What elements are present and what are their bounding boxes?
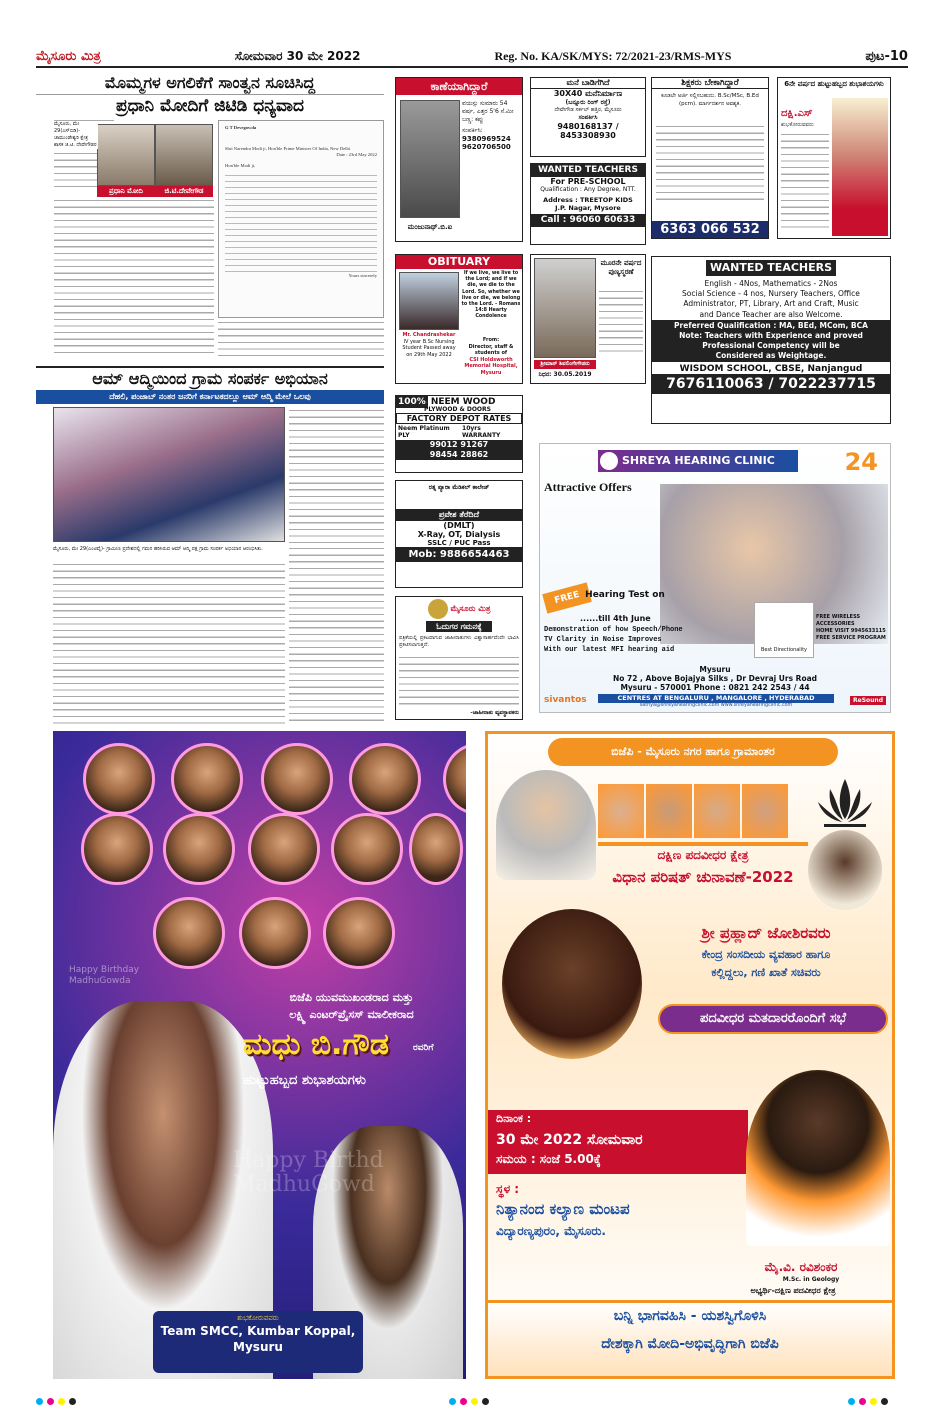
- leader-portrait-1: [598, 784, 644, 838]
- preschool-line1: For PRE-SCHOOL: [550, 177, 626, 186]
- paramedical-ad: [395, 480, 523, 588]
- obituary-verse: If we live, we live to the Lord; and if we die, we die to the Lord. So, whether we live or die, we belong to the Lord. - Romans 14:8 Hearty Condolence: [461, 271, 521, 320]
- bjp-qualification: M.Sc. in Geology: [782, 1276, 840, 1283]
- portrait-12: [239, 897, 311, 969]
- medical-eligibility: SSLC / PUC Pass: [427, 539, 491, 547]
- missing-phone-2: 9620706500: [462, 143, 511, 151]
- rent-size: 30X40 ಮನೆನಿರ್ಮಾಣ: [553, 89, 623, 98]
- wisdom-line2: Social Science - 4 nos, Nursery Teachers, Office: [682, 289, 860, 299]
- letter-greeting: Hon'ble Modi ji,: [225, 162, 256, 168]
- medical-mobile: Mob: 9886654463: [396, 547, 522, 562]
- bjp-bottom1: ಬನ್ನಿ ಭಾಗವಹಿಸಿ - ಯಶಸ್ವಿಗೊಳಿಸಿ: [613, 1308, 767, 1324]
- wisdom-school-ad: [651, 256, 891, 424]
- shreya-demo2: TV Clarity in Noise Improves: [544, 636, 662, 644]
- portrait-3: [261, 743, 333, 815]
- birthday-girl-ad: [777, 77, 891, 239]
- neemwood-ad: [395, 395, 523, 473]
- house-rent-ad: [530, 77, 646, 157]
- wisdom-line6: Note: Teachers with Experience and proved: [679, 330, 863, 340]
- bday-girl-title: 6ನೇ ವರ್ಷದ ಹುಟ್ಟುಹಬ್ಬದ ಶುಭಾಶಯಗಳು: [784, 80, 884, 88]
- aap-headline: ಆಮ್ ಆದ್ಮಿಯಿಂದ ಗ್ರಾಮ ಸಂಪರ್ಕ ಅಭಿಯಾನ: [92, 369, 328, 388]
- aap-text-right2: [289, 546, 384, 724]
- neemwood-factory: FACTORY DEPOT RATES: [396, 413, 522, 424]
- preschool-phone: Call : 96060 60633: [531, 214, 645, 227]
- pm-letter: [218, 120, 384, 318]
- bjp-candidate: ಮೈ.ವಿ. ರವಿಶಂಕರ: [764, 1260, 838, 1274]
- portrait-6: [81, 813, 153, 885]
- aap-text-left: [53, 562, 285, 724]
- obituary-from: Director, staff & students of: [468, 343, 514, 356]
- leader-portrait-5: [808, 830, 882, 910]
- bday-wish: ಹುಟ್ಟುಹಬ್ಬದ ಶುಭಾಶಯಗಳು: [243, 1073, 366, 1088]
- bjp-role1: ಕೇಂದ್ರ ಸಂಸದೀಯ ವ್ಯವಹಾರ ಹಾಗೂ: [701, 948, 831, 961]
- bjp-venue2: ವಿದ್ಯಾರಣ್ಯಪುರಂ, ಮೈಸೂರು.: [496, 1224, 606, 1238]
- neemwood-percent: 100%: [398, 397, 426, 407]
- preschool-line2: Qualification : Any Degree, NTT.: [540, 186, 636, 193]
- obituary-name: Mr. Chandrashekar: [402, 332, 456, 338]
- preschool-address1: Address : TREETOP KIDS: [543, 196, 633, 204]
- letter-from: G T Devegowda: [225, 125, 257, 130]
- shreya-demo1: Demonstration of how Speech/Phone: [544, 626, 683, 634]
- bday-line2: ಲಕ್ಷ್ಮಿ ಎಂಟರ್‌ಪ್ರೈಸಸ್ ಮಾಲೀಕರಾದ: [289, 1008, 414, 1021]
- aap-subhead: ದೆಹಲಿ, ಪಂಜಾಬ್ ನಂತರ ಜನರಿಗೆ ಕರ್ನಾಟಕದಲ್ಲೂ ಆಮ್ ಆದ್ಮಿ ಮೇಲೆ ಒಲವು: [36, 390, 384, 404]
- story-text-tail: [218, 320, 384, 360]
- shreya-offer: Attractive Offers: [544, 480, 632, 494]
- missing-details: ವಯಸ್ಸು ಸುಮಾರು 54 ವರ್ಷ, ಎತ್ತರ 5'6 ಸೆ.ಮೀ: [462, 100, 514, 115]
- neemwood-brand: Neem Platinum PLY: [398, 425, 450, 439]
- memorial-title: ಮೂರನೇ ವರ್ಷದ ಪುಣ್ಯಸ್ಮರಣೆ: [600, 259, 642, 276]
- aap-text-right: [289, 408, 384, 544]
- teachers-kn-body: ಕೂಡಲೇ ಅರ್ಜಿ ಸಲ್ಲಿಸಬಹುದು. B.Sc/MSc, B.Ed (pcm). ಮಾರ್ಗದರ್ಶನ ಅವಶ್ಯಕ.: [661, 93, 759, 107]
- shreya-phone: Mysuru - 570001 Phone : 0821 242 2543 / 44: [620, 683, 810, 692]
- story-text-body: [54, 198, 214, 358]
- portrait-4: [349, 743, 421, 815]
- wisdom-line4: and Dance Teacher are also Welcome.: [699, 309, 843, 319]
- readers-notice: [395, 596, 523, 720]
- readers-sign: -ಜಾಹೀರಾತು ವ್ಯವಸ್ಥಾಪಕರು: [470, 710, 519, 716]
- ear-icon: [600, 452, 618, 470]
- modi-portrait: [496, 770, 596, 880]
- bjp-top: ಬಿಜೆಪಿ - ಮೈಸೂರು ನಗರ ಹಾಗೂ ಗ್ರಾಮಾಂತರ: [548, 738, 838, 766]
- wisdom-line5: Preferred Qualification : MA, BEd, MCom, BCA: [674, 320, 868, 330]
- bday-name: ಮಧು ಬಿ.ಗೌಡ: [243, 1027, 389, 1062]
- neemwood-sub: PLYWOOD & DOORS: [424, 406, 491, 413]
- missing-color: ಬಣ್ಣ: ಕಪ್ಪು: [462, 116, 484, 123]
- missing-person-ad: [395, 77, 523, 242]
- color-registration-marks-left: [36, 1398, 76, 1405]
- teachers-kn-title: ಶಿಕ್ಷಕರು ಬೇಕಾಗಿದ್ದಾರೆ: [652, 78, 768, 89]
- memorial-name: ಶ್ರೀಮಾನ್ ಶಿವಲಿಂಗೇಗೌಡರು: [534, 360, 596, 369]
- wisdom-line7: Professional Competency will be: [702, 340, 840, 350]
- issue-date: ಸೋಮವಾರ 30 ಮೇ 2022: [234, 48, 361, 63]
- neemwood-warranty: 10yrs WARRANTY: [462, 425, 501, 439]
- story-headline-2: ಪ್ರಧಾನಿ ಮೋದಿಗೆ ಜಿಟಿಡಿ ಧನ್ಯವಾದ: [116, 96, 304, 116]
- page-number: ಪುಟ-10: [865, 48, 908, 64]
- shreya-demo3: With our latest MFI hearing aid: [544, 646, 675, 654]
- preschool-address2: J.P. Nagar, Mysore: [555, 204, 621, 212]
- leader-portrait-4: [742, 784, 788, 838]
- shreya-till: ......till 4th June: [580, 614, 651, 623]
- rent-location: ದೇವೇಗೌಡ ಸರ್ಕಲ್ ಹತ್ತಿರ, ಮೈಸೂರು: [554, 107, 622, 113]
- portrait-2: [171, 743, 243, 815]
- shreya-years: 24: [844, 448, 878, 476]
- portrait-13: [323, 897, 395, 969]
- letter-date: Date : 23rd May 2022: [336, 152, 377, 157]
- shreya-centres: CENTRES AT BENGALURU , MANGALORE , HYDERABAD: [598, 694, 834, 703]
- wisdom-school-name: WISDOM SCHOOL, CBSE, Nanjangud: [679, 363, 863, 374]
- medical-college: ರತ್ನ ಪ್ಯಾರಾ ಮೆಡಿಕಲ್ ಕಾಲೇಜ್: [428, 484, 490, 491]
- portrait-8: [248, 813, 320, 885]
- obituary-desc: IV year B.Sc Nursing Student Passed away on 29th May 2022: [402, 338, 456, 358]
- bday-team: Team SMCC, Kumbar Koppal,: [160, 1324, 356, 1338]
- missing-title: ಕಾಣೆಯಾಗಿದ್ದಾರೆ: [396, 78, 522, 95]
- candidate-photo: [746, 1070, 890, 1246]
- bday-line1: ಬಿಜೆಪಿ ಯುವಮುಖಂಡರಾದ ಮತ್ತು: [289, 991, 414, 1004]
- portrait-1: [83, 743, 155, 815]
- shreya-free-badge: FREE: [542, 582, 592, 613]
- rent-title: ಮನೆ ಬಾಡಿಗೆಗಿದೆ: [531, 78, 645, 89]
- newspaper-logo: ಮೈಸೂರು ಮಿತ್ರ: [36, 48, 101, 64]
- medical-courses: X-Ray, OT, Dialysis: [417, 530, 501, 539]
- readers-logo: ಮೈಸೂರು ಮಿತ್ರ: [450, 604, 491, 613]
- obituary-photo: [399, 272, 459, 330]
- bjp-role2: ಕಲ್ಲಿದ್ದಲು, ಗಣಿ ಖಾತೆ ಸಚಿವರು: [711, 966, 821, 979]
- shreya-feature3: FREE SERVICE PROGRAM: [816, 635, 886, 641]
- gtd-photo: [155, 124, 213, 186]
- bday-girl-photo: [832, 98, 888, 236]
- neemwood-title: NEEM WOOD: [430, 397, 496, 407]
- preschool-title: WANTED TEACHERS: [531, 164, 645, 177]
- memorial-date: ನಿಧನ: 30.05.2019: [538, 371, 592, 378]
- wisdom-line3: Administrator, PT, Library, Art and Craft, Music: [683, 299, 859, 309]
- wisdom-title: WANTED TEACHERS: [706, 260, 836, 276]
- minister-portrait: [502, 909, 642, 1059]
- bjp-date-label: ದಿನಾಂಕ :: [496, 1112, 532, 1125]
- aap-intro: ಮೈಸೂರು, ಮೇ 29(ಎಂಟಿವೈ)- ಗ್ರಾಮೀಣ ಪ್ರದೇಶದಲ್ಲಿ ಗಮನ ಹರಿಸಿರುವ ಆಮ್ ಆದ್ಮಿ ಪಕ್ಷ ಗ್ರಾಮ ಸಂಪರ್ಕ ಅಭಿಯಾನ ಆರಂಭಿಸಿತು.: [53, 546, 285, 553]
- obituary-title: OBITUARY: [396, 255, 522, 269]
- bjp-venue-label: ಸ್ಥಳ :: [496, 1182, 520, 1196]
- story-aap: [36, 366, 384, 390]
- rent-contact: ಸಂಪರ್ಕಿಸಿ: [578, 114, 598, 121]
- leader-portrait-3: [694, 784, 740, 838]
- shreya-resound: ReSound: [850, 696, 886, 705]
- shreya-brand: sivantos: [544, 695, 587, 705]
- masthead: [36, 46, 908, 68]
- wisdom-line1: English - 4Nos, Mathematics - 2Nos: [704, 279, 838, 288]
- bjp-election: ವಿಧಾನ ಪರಿಷತ್ ಚುನಾವಣೆ-2022: [612, 868, 794, 886]
- color-registration-marks-center: [449, 1398, 489, 1405]
- readers-body: ಪತ್ರಿಕೆಯಲ್ಲಿ ಪ್ರಕಟವಾಗುವ ಜಾಹೀರಾತುಗಳು ವಿಶ್ವಾಸಾರ್ಹವೆಂದೇ ಭಾವಿಸಿ ಪ್ರಕಟಿಸಲಾಗುತ್ತದೆ.: [399, 635, 519, 648]
- bjp-constituency: ದಕ್ಷಿಣ ಪದವೀಧರ ಕ್ಷೇತ್ರ: [657, 848, 749, 862]
- shreya-feature1: FREE WIRELESS ACCESSORIES: [816, 614, 861, 627]
- medical-dmlt: (DMLT): [443, 521, 475, 530]
- shreya-feature2: HOME VISIT 9945633115: [816, 628, 886, 634]
- portrait-7: [163, 813, 235, 885]
- bjp-meeting: ಪದವೀಧರ ಮತದಾರರೊಂದಿಗೆ ಸಭೆ: [658, 1004, 888, 1034]
- birthday-banner: [53, 731, 466, 1379]
- bday-ravarige: ರವರಿಗೆ: [413, 1043, 434, 1053]
- rent-area: (ಬನ್ನೂರು ರಿಂಗ್ ರಸ್ತೆ): [565, 99, 611, 106]
- portrait-11: [153, 897, 225, 969]
- shreya-city: Mysuru: [699, 665, 731, 674]
- caption-gtd: ಜಿ.ಟಿ.ದೇವೇಗೌಡ: [155, 186, 213, 197]
- leader-portrait-2: [646, 784, 692, 838]
- memorial-photo: [534, 258, 596, 358]
- wisdom-phone: 7676110063 / 7022237715: [652, 374, 890, 394]
- shreya-address: No 72 , Above Bojajya Silks , Dr Devraj Urs Road: [612, 674, 818, 683]
- team-box: [153, 1311, 363, 1373]
- aap-event-photo: [53, 407, 285, 542]
- missing-person-photo: [400, 100, 460, 218]
- lotus-icon: [810, 774, 880, 834]
- letter-to: Shri Narendra Modi ji, Hon'ble Prime Minister Of India, New Delhi: [225, 145, 351, 151]
- preschool-teachers-ad: [530, 163, 646, 245]
- neemwood-phone1: 99012 91267: [429, 440, 489, 449]
- letter-sign: Yours sincerely: [348, 273, 377, 278]
- missing-name: ಮಂಜುನಾಥ್.ಬಿ.ಐ: [407, 223, 453, 231]
- bday-city: Mysuru: [233, 1340, 283, 1354]
- newspaper-emblem: [428, 599, 448, 619]
- rent-phone: 9480168137 / 8453308930: [557, 122, 619, 140]
- neemwood-phone2: 98454 28862: [429, 450, 489, 459]
- readers-title: ಓದುಗರ ಗಮನಕ್ಕೆ: [426, 621, 492, 632]
- bday-girl-name: ದಕ್ಷಿ.ಎಸ್: [781, 108, 813, 119]
- bday-bg-text1: Happy Birthd: [233, 1148, 384, 1173]
- bjp-venue: ನಿತ್ಯಾನಂದ ಕಲ್ಯಾಣ ಮಂಟಪ: [496, 1200, 630, 1218]
- wisdom-line8: Considered as Weightage.: [715, 350, 827, 360]
- teachers-kn-phone: 6363 066 532: [652, 221, 768, 238]
- obituary-ad: [395, 254, 523, 384]
- bday-bg-text2: MadhuGowd: [233, 1172, 375, 1197]
- missing-contact: ಸಂಪರ್ಕಿಸಿ:: [462, 127, 483, 134]
- registration-number: Reg. No. KA/SK/MYS: 72/2021-23/RMS-MYS: [494, 48, 732, 63]
- bday-from: ಶುಭಕೋರುವವರು: [237, 1314, 279, 1322]
- portrait-9: [331, 813, 403, 885]
- memorial-ad: [530, 254, 646, 384]
- portrait-10: [409, 813, 463, 885]
- bjp-bottom2: ದೇಶಕ್ಕಾಗಿ ಮೋದಿ-ಅಭಿವೃದ್ಧಿಗಾಗಿ ಬಿಜೆಪಿ: [601, 1336, 779, 1352]
- shreya-name: SHREYA HEARING CLINIC: [598, 450, 798, 472]
- bday-girl-wish: ಶುಭಕೋರುವವರು: [781, 122, 814, 128]
- story-intro: ಮೈಸೂರು, ಮೇ 29(ಎಸ್‌ಬಿಡಿ)- ಚಾಮುಂಡೇಶ್ವರಿ ಕ್ಷೇತ್ರ ಶಾಸಕ ಜಿ.ಟಿ. ದೇವೇಗೌಡರ: [54, 121, 97, 148]
- bday-watermark: Happy Birthday MadhuGowda: [69, 965, 140, 986]
- color-registration-marks-right: [848, 1398, 888, 1405]
- caption-modi: ಪ್ರಧಾನಿ ಮೋದಿ: [97, 186, 155, 197]
- bjp-meeting-banner: [485, 731, 895, 1379]
- medical-admission: ಪ್ರವೇಶ ತೆರೆದಿದೆ: [396, 509, 522, 521]
- teachers-kannada-ad: [651, 77, 769, 239]
- story-headline-1: ಮೊಮ್ಮಗಳ ಅಗಲಿಕೆಗೆ ಸಾಂತ್ವನ ಸೂಚಿಸಿದ್ದ: [36, 72, 384, 95]
- shreya-hearing-ad: [539, 443, 891, 713]
- bjp-candidate-role: ಅಭ್ಯರ್ಥಿ-ದಕ್ಷಿಣ ಪದವೀಧರ ಕ್ಷೇತ್ರ: [750, 1286, 836, 1295]
- bjp-date: 30 ಮೇ 2022 ಸೋಮವಾರ: [496, 1132, 643, 1148]
- shreya-test: Hearing Test on: [585, 590, 665, 600]
- obituary-from-label: From:: [482, 337, 500, 343]
- shreya-web: sathya@shreyahearingclinic.com www.shreyahearingclinic.com: [639, 703, 793, 708]
- shreya-direction: Best Directionality: [754, 602, 814, 658]
- portrait-5: [443, 743, 466, 815]
- bjp-minister: ಶ್ರೀ ಪ್ರಹ್ಲಾದ್ ಜೋಶಿರವರು: [701, 924, 831, 942]
- obituary-org: CSI Holdsworth Memorial Hospital, Mysuru: [464, 356, 518, 376]
- missing-phone-1: 9380969524: [462, 135, 511, 143]
- bjp-time: ಸಮಯ : ಸಂಜೆ 5.00ಕ್ಕೆ: [496, 1152, 601, 1166]
- modi-photo: [97, 124, 155, 186]
